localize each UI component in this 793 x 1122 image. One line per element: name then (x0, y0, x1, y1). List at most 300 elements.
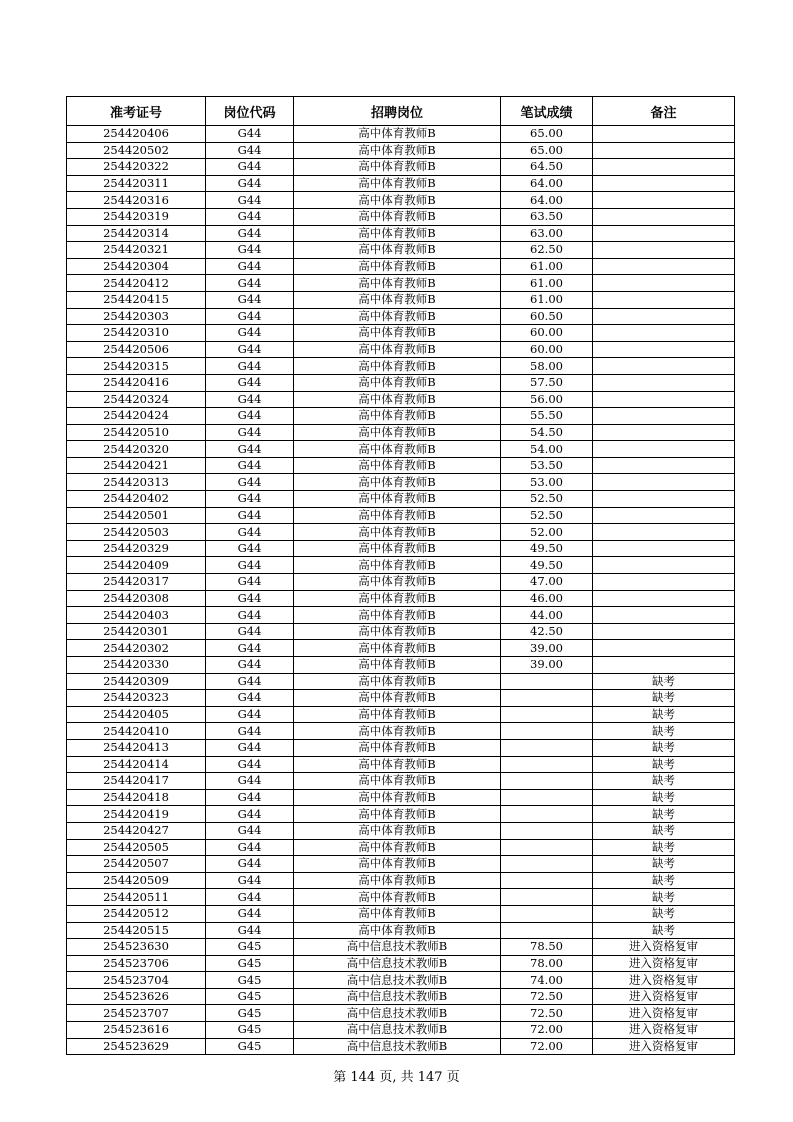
position-code-cell: G44 (206, 872, 294, 889)
table-row (67, 839, 735, 856)
score-cell: 72.00 (501, 1038, 593, 1055)
remark-cell (593, 408, 735, 425)
position-name-cell: 高中体育教师B (294, 374, 501, 391)
position-name-cell: 高中体育教师B (294, 291, 501, 308)
exam-id-cell: 254420419 (67, 806, 206, 823)
position-name-cell: 高中信息技术教师B (294, 1022, 501, 1039)
position-code-cell: G44 (206, 690, 294, 707)
table-row (67, 640, 735, 657)
remark-cell (593, 258, 735, 275)
remark-cell: 进入资格复审 (593, 939, 735, 956)
remark-cell (593, 291, 735, 308)
position-code-cell: G44 (206, 756, 294, 773)
position-name-cell: 高中体育教师B (294, 524, 501, 541)
score-cell: 64.50 (501, 159, 593, 176)
position-code-cell: G44 (206, 557, 294, 574)
position-code-cell: G44 (206, 739, 294, 756)
remark-cell (593, 574, 735, 591)
exam-id-cell: 254420424 (67, 408, 206, 425)
exam-id-cell: 254420405 (67, 706, 206, 723)
position-code-cell: G44 (206, 126, 294, 143)
position-name-cell: 高中信息技术教师B (294, 939, 501, 956)
exam-id-cell: 254420311 (67, 175, 206, 192)
exam-id-cell: 254420502 (67, 142, 206, 159)
position-name-cell: 高中信息技术教师B (294, 955, 501, 972)
remark-cell: 缺考 (593, 723, 735, 740)
exam-id-cell: 254420303 (67, 308, 206, 325)
table-row (67, 491, 735, 508)
position-code-cell: G44 (206, 789, 294, 806)
score-cell: 39.00 (501, 640, 593, 657)
exam-id-cell: 254420316 (67, 192, 206, 209)
table-row (67, 756, 735, 773)
score-cell (501, 839, 593, 856)
table-row (67, 142, 735, 159)
score-cell: 64.00 (501, 192, 593, 209)
position-name-cell: 高中体育教师B (294, 358, 501, 375)
position-code-cell: G44 (206, 258, 294, 275)
exam-id-cell: 254420511 (67, 889, 206, 906)
table-row (67, 474, 735, 491)
exam-id-cell: 254420308 (67, 590, 206, 607)
table-row (67, 856, 735, 873)
score-cell: 46.00 (501, 590, 593, 607)
position-code-cell: G44 (206, 275, 294, 292)
table-row (67, 607, 735, 624)
table-row (67, 590, 735, 607)
score-cell (501, 739, 593, 756)
position-code-cell: G44 (206, 291, 294, 308)
position-code-cell: G44 (206, 590, 294, 607)
remark-cell: 缺考 (593, 690, 735, 707)
score-cell (501, 872, 593, 889)
score-cell (501, 756, 593, 773)
position-name-cell: 高中体育教师B (294, 391, 501, 408)
remark-cell (593, 590, 735, 607)
exam-id-cell: 254420310 (67, 325, 206, 342)
score-cell: 78.50 (501, 939, 593, 956)
score-cell: 61.00 (501, 258, 593, 275)
remark-cell (593, 524, 735, 541)
remark-cell (593, 175, 735, 192)
position-code-cell: G44 (206, 391, 294, 408)
table-row (67, 275, 735, 292)
position-name-cell: 高中体育教师B (294, 723, 501, 740)
remark-cell: 缺考 (593, 806, 735, 823)
position-name-cell: 高中体育教师B (294, 822, 501, 839)
remark-cell: 缺考 (593, 839, 735, 856)
exam-id-cell: 254420412 (67, 275, 206, 292)
exam-id-cell: 254420501 (67, 507, 206, 524)
score-cell: 65.00 (501, 126, 593, 143)
score-cell (501, 905, 593, 922)
position-code-cell: G44 (206, 507, 294, 524)
table-row (67, 806, 735, 823)
position-code-cell: G44 (206, 491, 294, 508)
remark-cell: 缺考 (593, 773, 735, 790)
score-cell: 60.00 (501, 341, 593, 358)
position-name-cell: 高中体育教师B (294, 756, 501, 773)
position-name-cell: 高中体育教师B (294, 657, 501, 674)
position-name-cell: 高中体育教师B (294, 474, 501, 491)
position-name-cell: 高中体育教师B (294, 673, 501, 690)
score-cell: 49.50 (501, 540, 593, 557)
position-name-cell: 高中体育教师B (294, 507, 501, 524)
position-name-cell: 高中体育教师B (294, 457, 501, 474)
position-code-cell: G44 (206, 159, 294, 176)
table-row (67, 242, 735, 259)
position-code-cell: G44 (206, 242, 294, 259)
position-name-cell: 高中体育教师B (294, 540, 501, 557)
exam-id-cell: 254420415 (67, 291, 206, 308)
position-code-cell: G44 (206, 723, 294, 740)
position-code-cell: G44 (206, 441, 294, 458)
score-cell: 56.00 (501, 391, 593, 408)
table-row (67, 374, 735, 391)
position-code-cell: G44 (206, 325, 294, 342)
table-row (67, 822, 735, 839)
table-row (67, 690, 735, 707)
position-name-cell: 高中体育教师B (294, 706, 501, 723)
header-row (67, 97, 735, 126)
exam-id-cell: 254523629 (67, 1038, 206, 1055)
remark-cell (593, 623, 735, 640)
score-cell: 53.50 (501, 457, 593, 474)
position-name-cell: 高中体育教师B (294, 623, 501, 640)
exam-id-cell: 254420304 (67, 258, 206, 275)
score-cell (501, 673, 593, 690)
remark-cell (593, 142, 735, 159)
position-name-cell: 高中体育教师B (294, 491, 501, 508)
score-cell: 64.00 (501, 175, 593, 192)
remark-cell: 缺考 (593, 872, 735, 889)
position-code-cell: G44 (206, 822, 294, 839)
score-cell: 72.50 (501, 1005, 593, 1022)
score-cell: 72.00 (501, 1022, 593, 1039)
position-name-cell: 高中体育教师B (294, 225, 501, 242)
exam-id-cell: 254420324 (67, 391, 206, 408)
position-name-cell: 高中体育教师B (294, 424, 501, 441)
position-code-cell: G44 (206, 424, 294, 441)
position-name-cell: 高中体育教师B (294, 574, 501, 591)
position-code-cell: G44 (206, 308, 294, 325)
position-name-cell: 高中信息技术教师B (294, 972, 501, 989)
remark-cell (593, 308, 735, 325)
position-name-cell: 高中体育教师B (294, 640, 501, 657)
remark-cell: 缺考 (593, 673, 735, 690)
position-code-cell: G45 (206, 939, 294, 956)
remark-cell (593, 424, 735, 441)
score-cell: 52.00 (501, 524, 593, 541)
table-row (67, 424, 735, 441)
position-name-cell: 高中体育教师B (294, 607, 501, 624)
position-name-cell: 高中体育教师B (294, 789, 501, 806)
exam-id-cell: 254420418 (67, 789, 206, 806)
position-name-cell: 高中体育教师B (294, 889, 501, 906)
position-name-cell: 高中体育教师B (294, 922, 501, 939)
exam-id-cell: 254420507 (67, 856, 206, 873)
table-row (67, 126, 735, 143)
exam-id-cell: 254420421 (67, 457, 206, 474)
exam-id-cell: 254420503 (67, 524, 206, 541)
remark-cell (593, 640, 735, 657)
position-code-cell: G44 (206, 856, 294, 873)
exam-id-cell: 254420416 (67, 374, 206, 391)
position-name-cell: 高中体育教师B (294, 242, 501, 259)
position-code-cell: G45 (206, 955, 294, 972)
remark-cell (593, 374, 735, 391)
score-cell (501, 822, 593, 839)
exam-id-cell: 254523626 (67, 988, 206, 1005)
page-footer: 第 144 页, 共 147 页 (333, 1070, 460, 1085)
score-cell: 60.00 (501, 325, 593, 342)
remark-cell (593, 275, 735, 292)
position-name-cell: 高中体育教师B (294, 557, 501, 574)
table-row (67, 889, 735, 906)
position-code-cell: G45 (206, 1022, 294, 1039)
table-row (67, 192, 735, 209)
table-row (67, 972, 735, 989)
table-row (67, 225, 735, 242)
table-row (67, 939, 735, 956)
remark-cell: 缺考 (593, 739, 735, 756)
exam-id-cell: 254523706 (67, 955, 206, 972)
table-row (67, 540, 735, 557)
table-row (67, 507, 735, 524)
score-cell: 52.50 (501, 507, 593, 524)
position-code-cell: G44 (206, 623, 294, 640)
position-name-cell: 高中体育教师B (294, 690, 501, 707)
exam-id-cell: 254420323 (67, 690, 206, 707)
table-row (67, 955, 735, 972)
exam-id-cell: 254420321 (67, 242, 206, 259)
header-exam-id: 准考证号 (67, 97, 206, 126)
exam-id-cell: 254420427 (67, 822, 206, 839)
remark-cell (593, 507, 735, 524)
exam-id-cell: 254420515 (67, 922, 206, 939)
table-row (67, 706, 735, 723)
remark-cell (593, 192, 735, 209)
score-cell: 55.50 (501, 408, 593, 425)
remark-cell: 缺考 (593, 756, 735, 773)
score-cell: 61.00 (501, 275, 593, 292)
exam-id-cell: 254420317 (67, 574, 206, 591)
exam-id-cell: 254420505 (67, 839, 206, 856)
position-code-cell: G44 (206, 474, 294, 491)
position-name-cell: 高中体育教师B (294, 192, 501, 209)
position-code-cell: G44 (206, 673, 294, 690)
position-name-cell: 高中体育教师B (294, 590, 501, 607)
exam-id-cell: 254420413 (67, 739, 206, 756)
table-row (67, 673, 735, 690)
score-cell: 61.00 (501, 291, 593, 308)
table-row (67, 773, 735, 790)
header-written-score: 笔试成绩 (501, 97, 593, 126)
position-code-cell: G44 (206, 374, 294, 391)
table-row (67, 574, 735, 591)
exam-id-cell: 254420406 (67, 126, 206, 143)
remark-cell: 进入资格复审 (593, 988, 735, 1005)
table-row (67, 1022, 735, 1039)
position-name-cell: 高中体育教师B (294, 126, 501, 143)
remark-cell (593, 358, 735, 375)
table-row (67, 623, 735, 640)
table-row (67, 657, 735, 674)
remark-cell (593, 159, 735, 176)
remark-cell: 进入资格复审 (593, 972, 735, 989)
position-name-cell: 高中信息技术教师B (294, 1005, 501, 1022)
position-code-cell: G44 (206, 192, 294, 209)
position-name-cell: 高中体育教师B (294, 258, 501, 275)
score-cell (501, 789, 593, 806)
table-row (67, 408, 735, 425)
position-name-cell: 高中体育教师B (294, 308, 501, 325)
remark-cell: 缺考 (593, 922, 735, 939)
remark-cell (593, 441, 735, 458)
position-code-cell: G44 (206, 358, 294, 375)
position-code-cell: G44 (206, 773, 294, 790)
exam-id-cell: 254420319 (67, 208, 206, 225)
position-code-cell: G44 (206, 839, 294, 856)
remark-cell (593, 540, 735, 557)
remark-cell (593, 491, 735, 508)
position-name-cell: 高中体育教师B (294, 806, 501, 823)
position-code-cell: G44 (206, 225, 294, 242)
position-name-cell: 高中体育教师B (294, 856, 501, 873)
exam-id-cell: 254523630 (67, 939, 206, 956)
table-row (67, 988, 735, 1005)
exam-id-cell: 254420402 (67, 491, 206, 508)
position-name-cell: 高中体育教师B (294, 408, 501, 425)
position-name-cell: 高中体育教师B (294, 441, 501, 458)
exam-id-cell: 254420320 (67, 441, 206, 458)
position-code-cell: G44 (206, 142, 294, 159)
remark-cell: 缺考 (593, 905, 735, 922)
header-position-code: 岗位代码 (206, 97, 294, 126)
table-body (67, 126, 735, 1055)
table-row (67, 557, 735, 574)
table-row (67, 441, 735, 458)
score-cell: 63.50 (501, 208, 593, 225)
remark-cell: 缺考 (593, 889, 735, 906)
score-cell: 74.00 (501, 972, 593, 989)
score-cell: 65.00 (501, 142, 593, 159)
table-row (67, 208, 735, 225)
position-name-cell: 高中体育教师B (294, 341, 501, 358)
position-name-cell: 高中体育教师B (294, 773, 501, 790)
remark-cell (593, 457, 735, 474)
remark-cell: 进入资格复审 (593, 955, 735, 972)
position-name-cell: 高中信息技术教师B (294, 988, 501, 1005)
position-code-cell: G45 (206, 1005, 294, 1022)
position-code-cell: G45 (206, 972, 294, 989)
score-cell: 49.50 (501, 557, 593, 574)
table-row (67, 872, 735, 889)
score-cell (501, 706, 593, 723)
remark-cell (593, 341, 735, 358)
table-row (67, 1005, 735, 1022)
exam-id-cell: 254420403 (67, 607, 206, 624)
score-cell (501, 922, 593, 939)
position-name-cell: 高中体育教师B (294, 142, 501, 159)
position-code-cell: G44 (206, 657, 294, 674)
remark-cell: 缺考 (593, 822, 735, 839)
score-cell: 44.00 (501, 607, 593, 624)
table-row (67, 341, 735, 358)
exam-id-cell: 254420417 (67, 773, 206, 790)
table-row (67, 739, 735, 756)
score-cell: 42.50 (501, 623, 593, 640)
position-code-cell: G44 (206, 208, 294, 225)
position-code-cell: G44 (206, 341, 294, 358)
exam-id-cell: 254420329 (67, 540, 206, 557)
position-code-cell: G44 (206, 524, 294, 541)
remark-cell (593, 474, 735, 491)
position-name-cell: 高中体育教师B (294, 739, 501, 756)
table-row (67, 258, 735, 275)
table-row (67, 358, 735, 375)
exam-id-cell: 254420509 (67, 872, 206, 889)
exam-id-cell: 254420512 (67, 905, 206, 922)
remark-cell: 缺考 (593, 856, 735, 873)
position-code-cell: G44 (206, 640, 294, 657)
position-code-cell: G44 (206, 540, 294, 557)
score-cell (501, 773, 593, 790)
table-row (67, 1038, 735, 1055)
table-row (67, 291, 735, 308)
position-code-cell: G44 (206, 175, 294, 192)
exam-id-cell: 254420313 (67, 474, 206, 491)
position-name-cell: 高中体育教师B (294, 905, 501, 922)
exam-id-cell: 254420506 (67, 341, 206, 358)
remark-cell (593, 325, 735, 342)
table-row (67, 457, 735, 474)
exam-id-cell: 254523616 (67, 1022, 206, 1039)
position-code-cell: G44 (206, 607, 294, 624)
exam-id-cell: 254420322 (67, 159, 206, 176)
exam-id-cell: 254420302 (67, 640, 206, 657)
remark-cell: 进入资格复审 (593, 1038, 735, 1055)
position-name-cell: 高中体育教师B (294, 275, 501, 292)
score-cell: 54.00 (501, 441, 593, 458)
table-row (67, 159, 735, 176)
table-row (67, 524, 735, 541)
exam-id-cell: 254420314 (67, 225, 206, 242)
score-cell: 63.00 (501, 225, 593, 242)
exam-id-cell: 254420409 (67, 557, 206, 574)
remark-cell (593, 607, 735, 624)
score-cell: 60.50 (501, 308, 593, 325)
table-row (67, 391, 735, 408)
position-code-cell: G44 (206, 806, 294, 823)
position-name-cell: 高中体育教师B (294, 872, 501, 889)
exam-id-cell: 254420309 (67, 673, 206, 690)
position-name-cell: 高中体育教师B (294, 175, 501, 192)
header-remarks: 备注 (593, 97, 735, 126)
table-row (67, 905, 735, 922)
table-row (67, 922, 735, 939)
table-row (67, 325, 735, 342)
table-row (67, 723, 735, 740)
position-code-cell: G45 (206, 988, 294, 1005)
exam-id-cell: 254420414 (67, 756, 206, 773)
score-table (66, 96, 735, 1055)
exam-id-cell: 254420301 (67, 623, 206, 640)
remark-cell: 缺考 (593, 789, 735, 806)
score-cell: 39.00 (501, 657, 593, 674)
score-cell: 54.50 (501, 424, 593, 441)
position-name-cell: 高中信息技术教师B (294, 1038, 501, 1055)
